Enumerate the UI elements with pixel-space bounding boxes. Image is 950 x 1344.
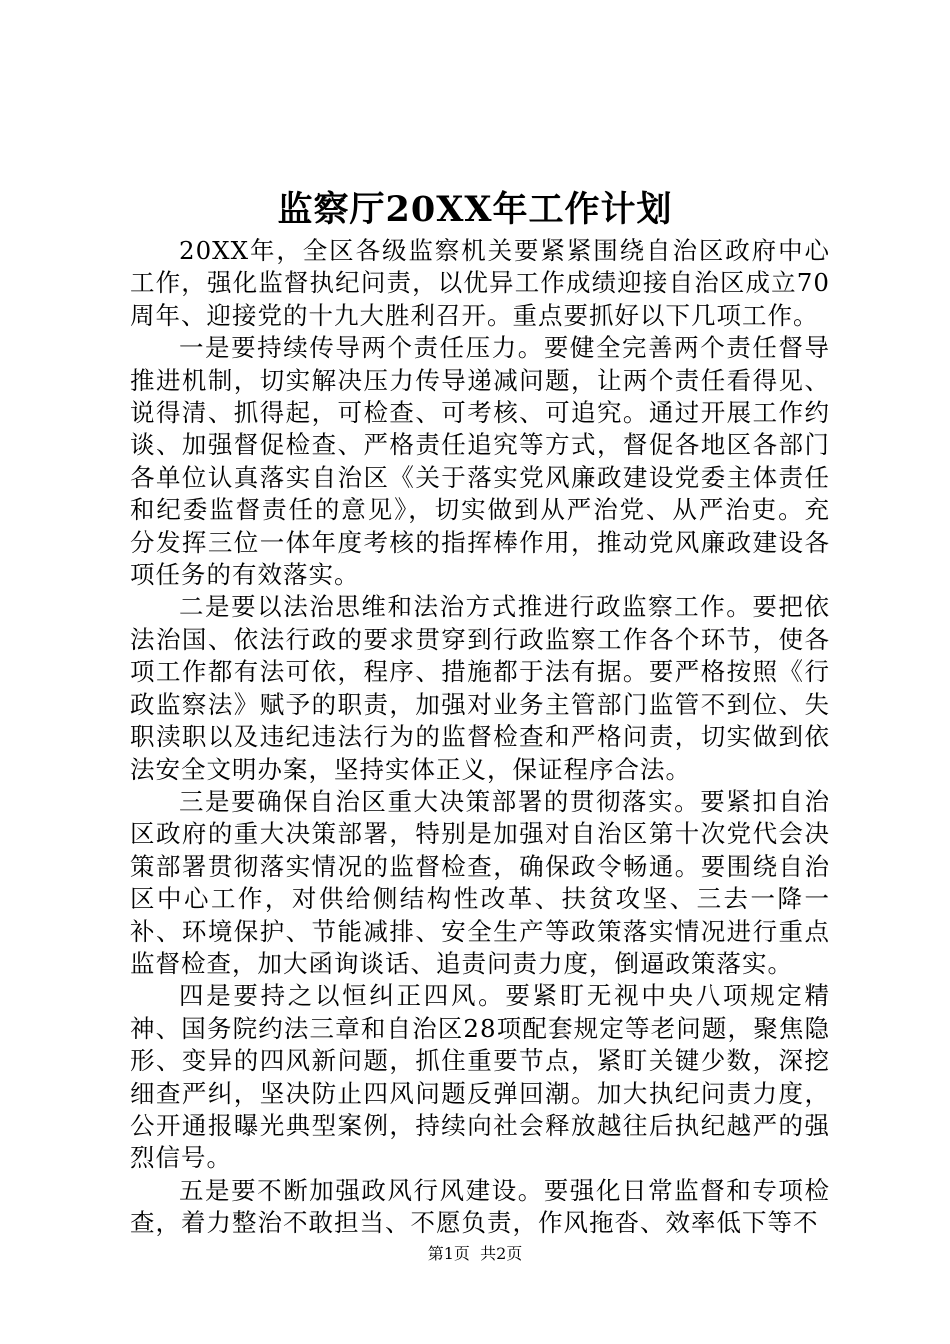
paragraph-intro: 20XX年，全区各级监察机关要紧紧围绕自治区政府中心工作，强化监督执纪问责，以优异工作成绩迎接自治区成立70周年、迎接党的十九大胜利召开。重点要抓好以下几项工作。 [130, 236, 830, 330]
paragraph-item-2: 二是要以法治思维和法治方式推进行政监察工作。要把依法治国、依法行政的要求贯穿到行政监察工作各个环节，使各项工作都有法可依，程序、措施都于法有据。要严格按照《行政监察法》赋予的职责，加强对业务主管部门监管不到位、失职渎职以及违纪违法行为的监督检查和严格问责，切实做到依法安全文明办案，坚持实体正义，保证程序合法。 [130, 592, 830, 784]
page-number-footer: 第1页 共2页 [427, 1244, 523, 1263]
paragraph-item-4: 四是要持之以恒纠正四风。要紧盯无视中央八项规定精神、国务院约法三章和自治区28项配套规定等老问题，聚焦隐形、变异的四风新问题，抓住重要节点，紧盯关键少数，深挖细查严纠，坚决防止四风问题反弹回潮。加大执纪问责力度，公开通报曝光典型案例，持续向社会释放越往后执纪越严的强烈信号。 [130, 981, 830, 1173]
document-body [130, 235, 830, 1240]
paragraph-item-1: 一是要持续传导两个责任压力。要健全完善两个责任督导推进机制，切实解决压力传导递减问题，让两个责任看得见、说得清、抓得起，可检查、可考核、可追究。通过开展工作约谈、加强督促检查、严格责任追究等方式，督促各地区各部门各单位认真落实自治区《关于落实党风廉政建设党委主体责任和纪委监督责任的意见》，切实做到从严治党、从严治吏。充分发挥三位一体年度考核的指挥棒作用，推动党风廉政建设各项任务的有效落实。 [130, 333, 830, 590]
paragraph-item-5: 五是要不断加强政风行风建设。要强化日常监督和专项检查，着力整治不敢担当、不愿负责，作风拖沓、效率低下等不 [130, 1175, 830, 1238]
page-title: 监察厅20XX年工作计划 [277, 189, 673, 230]
paragraph-item-3: 三是要确保自治区重大决策部署的贯彻落实。要紧扣自治区政府的重大决策部署，特别是加强对自治区第十次党代会决策部署贯彻落实情况的监督检查，确保政令畅通。要围绕自治区中心工作，对供给侧结构性改革、扶贫攻坚、三去一降一补、环境保护、节能减排、安全生产等政策落实情况进行重点监督检查，加大函询谈话、追责问责力度，倒逼政策落实。 [130, 786, 830, 978]
